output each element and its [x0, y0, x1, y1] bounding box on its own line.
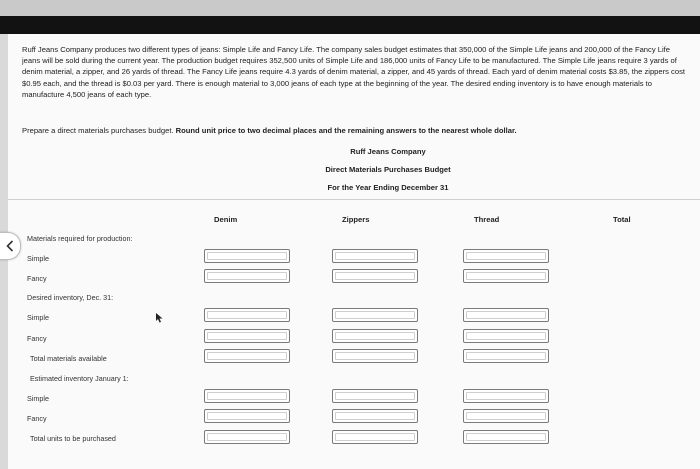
- zippers-total-available-input[interactable]: [332, 349, 418, 363]
- zippers-simple-estimated-input[interactable]: [332, 389, 418, 403]
- row-fancy-desired: Fancy: [27, 334, 47, 343]
- problem-statement: Ruff Jeans Company produces two different types of jeans: Simple Life and Fancy Life. The company sales budget estimates that 350,000 of the Simple Life jeans and 200,000 of the Fancy Life jeans will be sold during the current year. The production budget requires 352,500 units of Simple Life and 186,000 units of Fancy Life to be manufactured. The Simple Life jeans require 3 yards of denim material, a zipper, and 26 yards of thread. The Fancy Life jeans require 4.3 yards of denim material, a zipper, and 45 yards of thread. Each yard of denim material costs $3.85, the zippers cost $0.95 each, and the thread is $0.03 per yard. There is enough material to 3,000 jeans of each type at the beginning of the year. The desired ending inventory is to have enough materials to manufacture 4,500 jeans of each type.: [22, 45, 685, 99]
- instruction-rounding: Round unit price to two decimal places and the remaining answers to the nearest whole dollar.: [175, 126, 517, 135]
- thread-total-available-input[interactable]: [463, 349, 549, 363]
- budget-period: For the Year Ending December 31: [327, 183, 449, 192]
- window-header-bar: [0, 16, 700, 34]
- zippers-total-purchased-input[interactable]: [332, 430, 418, 444]
- instruction-text: Prepare a direct materials purchases budget.: [22, 126, 176, 135]
- column-total: Total: [613, 215, 631, 224]
- row-simple-required: Simple: [27, 254, 49, 263]
- row-total-available: Total materials available: [30, 354, 107, 363]
- thread-fancy-desired-input[interactable]: [463, 329, 549, 343]
- denim-simple-estimated-input[interactable]: [204, 389, 290, 403]
- denim-simple-required-input[interactable]: [204, 249, 290, 263]
- thread-fancy-required-input[interactable]: [463, 269, 549, 283]
- row-desired-inventory: Desired inventory, Dec. 31:: [27, 293, 114, 302]
- row-simple-estimated: Simple: [27, 394, 49, 403]
- zippers-fancy-required-input[interactable]: [332, 269, 418, 283]
- thread-simple-desired-input[interactable]: [463, 308, 549, 322]
- column-thread: Thread: [474, 215, 500, 224]
- zippers-simple-required-input[interactable]: [332, 249, 418, 263]
- denim-total-purchased-input[interactable]: [204, 430, 290, 444]
- thread-simple-required-input[interactable]: [463, 249, 549, 263]
- header-divider: [8, 199, 700, 200]
- denim-fancy-desired-input[interactable]: [204, 329, 290, 343]
- row-fancy-estimated: Fancy: [27, 414, 47, 423]
- denim-fancy-required-input[interactable]: [204, 269, 290, 283]
- row-materials-required: Materials required for production:: [27, 234, 133, 243]
- thread-total-purchased-input[interactable]: [463, 430, 549, 444]
- thread-simple-estimated-input[interactable]: [463, 389, 549, 403]
- column-denim: Denim: [214, 215, 238, 224]
- zippers-fancy-desired-input[interactable]: [332, 329, 418, 343]
- row-estimated-inventory: Estimated inventory January 1:: [30, 374, 129, 383]
- denim-simple-desired-input[interactable]: [204, 308, 290, 322]
- denim-fancy-estimated-input[interactable]: [204, 409, 290, 423]
- question-panel: [8, 34, 700, 469]
- zippers-fancy-estimated-input[interactable]: [332, 409, 418, 423]
- denim-total-available-input[interactable]: [204, 349, 290, 363]
- instructions: [22, 126, 688, 135]
- mouse-cursor-icon: [156, 313, 164, 323]
- row-fancy-required: Fancy: [27, 274, 47, 283]
- row-simple-desired: Simple: [27, 313, 49, 322]
- thread-fancy-estimated-input[interactable]: [463, 409, 549, 423]
- budget-company: Ruff Jeans Company: [350, 147, 426, 156]
- column-zippers: Zippers: [342, 215, 370, 224]
- row-total-purchased: Total units to be purchased: [30, 434, 116, 443]
- budget-title: Direct Materials Purchases Budget: [325, 165, 451, 174]
- chevron-left-icon: [6, 240, 14, 252]
- zippers-simple-desired-input[interactable]: [332, 308, 418, 322]
